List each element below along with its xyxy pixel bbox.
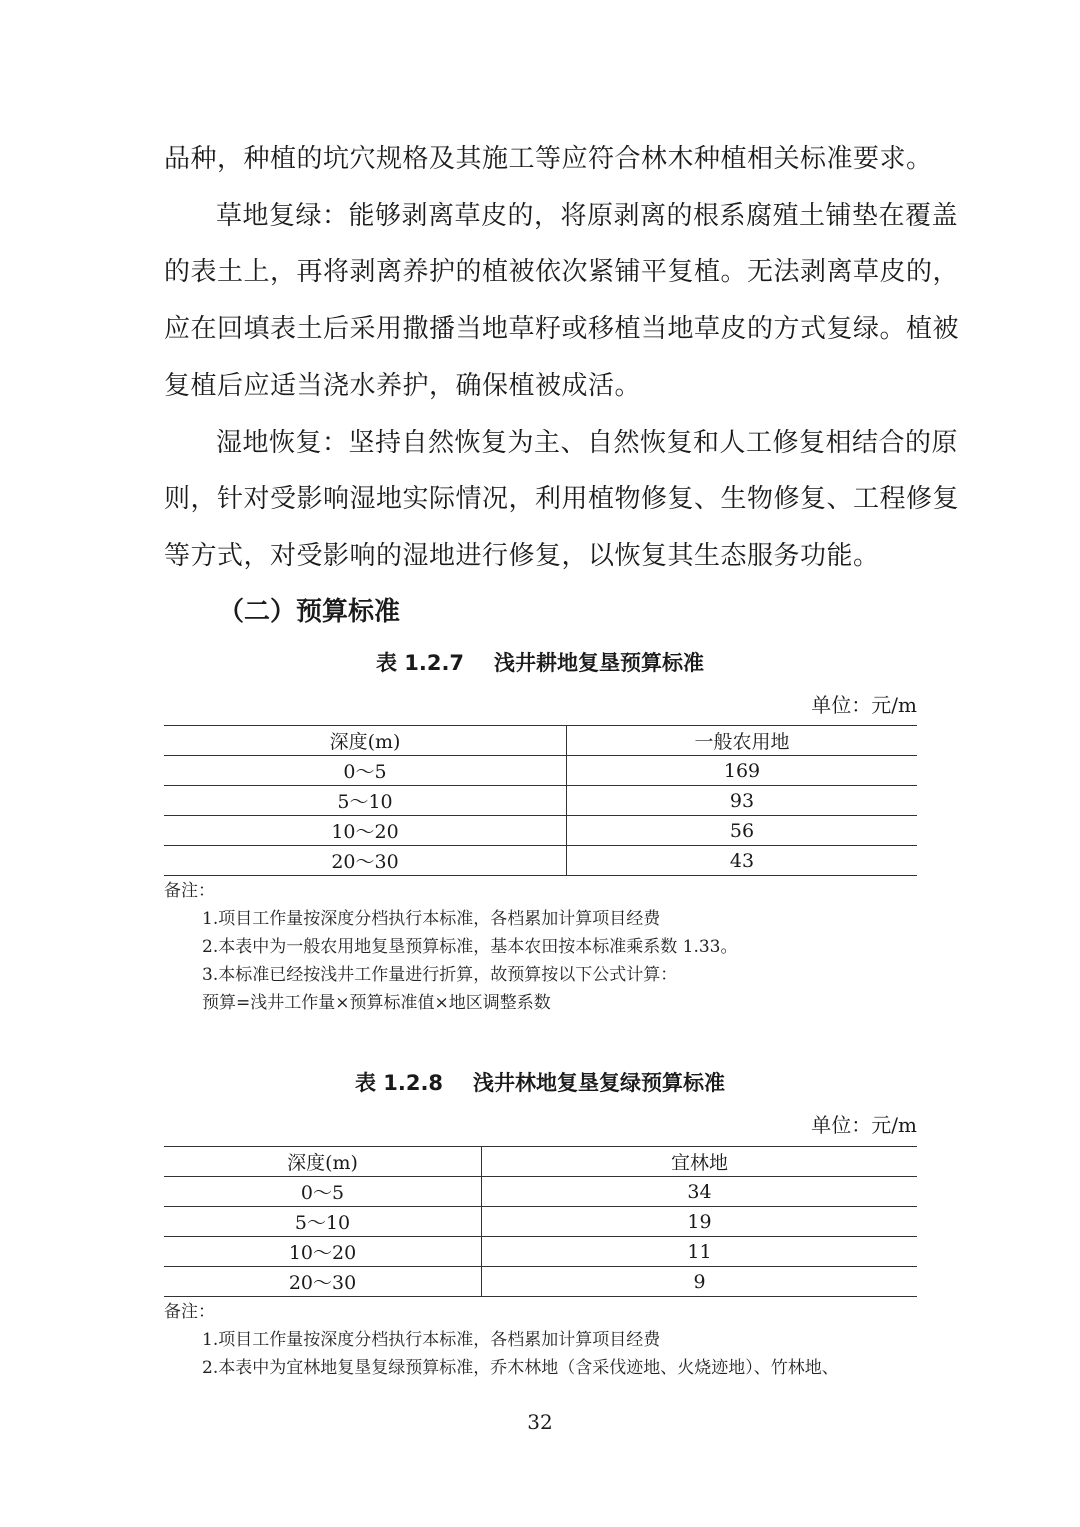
table-cell: 0～5 xyxy=(164,1177,482,1207)
table-row xyxy=(164,1177,917,1207)
table-cell: 43 xyxy=(567,846,918,876)
column-header: 深度(m) xyxy=(164,1147,482,1177)
note-item: 1.项目工作量按深度分档执行本标准，各档累加计算项目经费 xyxy=(202,909,661,929)
table-title xyxy=(0,1068,1080,1098)
table-cell: 0～5 xyxy=(164,756,567,786)
table-row xyxy=(164,846,917,876)
table-row xyxy=(164,1237,917,1267)
table-cell: 169 xyxy=(567,756,918,786)
table-cell: 56 xyxy=(567,816,918,846)
table-cell: 20～30 xyxy=(164,846,567,876)
table-row xyxy=(164,816,917,846)
paragraph-line: 草地复绿：能够剥离草皮的，将原剥离的根系腐殖土铺垫在覆盖 xyxy=(216,201,959,231)
table-unit: 单位：元/m xyxy=(811,1113,917,1137)
table-cell: 5～10 xyxy=(164,786,567,816)
table-cell: 20～30 xyxy=(164,1267,482,1297)
table-cell: 10～20 xyxy=(164,816,567,846)
table-cell: 5～10 xyxy=(164,1207,482,1237)
note-item: 2.本表中为宜林地复垦复绿预算标准，乔木林地（含采伐迹地、火烧迹地）、竹林地、 xyxy=(202,1358,839,1378)
notes-label: 备注： xyxy=(164,1302,215,1322)
table-row xyxy=(164,1267,917,1297)
table-header-row xyxy=(164,726,917,756)
paragraph-line: 复植后应适当浇水养护，确保植被成活。 xyxy=(164,371,642,401)
table-number: 表 1.2.7 xyxy=(375,651,465,675)
data-table xyxy=(164,1146,917,1297)
paragraph-line: 的表土上，再将剥离养护的植被依次紧铺平复植。无法剥离草皮的， xyxy=(164,257,960,287)
paragraph-line: 则，针对受影响湿地实际情况，利用植物修复、生物修复、工程修复 xyxy=(164,484,960,514)
table-cell: 10～20 xyxy=(164,1237,482,1267)
paragraph-line: 品种，种植的坑穴规格及其施工等应符合林木种植相关标准要求。 xyxy=(164,144,933,174)
table-notes xyxy=(164,877,737,1017)
table-unit: 单位：元/m xyxy=(811,693,917,717)
note-item: 2.本表中为一般农用地复垦预算标准，基本农田按本标准乘系数 1.33。 xyxy=(202,937,738,957)
table-cell: 34 xyxy=(482,1177,918,1207)
data-table xyxy=(164,725,917,876)
section-heading: （二）预算标准 xyxy=(218,597,401,627)
table-cell: 9 xyxy=(482,1267,918,1297)
table-cell: 19 xyxy=(482,1207,918,1237)
paragraph-line: 等方式，对受影响的湿地进行修复，以恢复其生态服务功能。 xyxy=(164,541,880,571)
table-header-row xyxy=(164,1147,917,1177)
table-row xyxy=(164,786,917,816)
column-header: 深度(m) xyxy=(164,726,567,756)
table-cell: 93 xyxy=(567,786,918,816)
table-cell: 11 xyxy=(482,1237,918,1267)
table-row xyxy=(164,1207,917,1237)
note-item: 1.项目工作量按深度分档执行本标准，各档累加计算项目经费 xyxy=(202,1330,661,1350)
table-row xyxy=(164,756,917,786)
table-title-text: 浅井耕地复垦预算标准 xyxy=(494,651,705,675)
note-item: 3.本标准已经按浅井工作量进行折算，故预算按以下公式计算： xyxy=(202,965,678,985)
paragraph-line: 应在回填表土后采用撒播当地草籽或移植当地草皮的方式复绿。植被 xyxy=(164,314,960,344)
paragraph-line: 湿地恢复：坚持自然恢复为主、自然恢复和人工修复相结合的原 xyxy=(216,428,959,458)
table-title-text: 浅井林地复垦复绿预算标准 xyxy=(473,1071,726,1095)
table-number: 表 1.2.8 xyxy=(354,1071,444,1095)
table-title xyxy=(0,648,1080,678)
column-header: 宜林地 xyxy=(482,1147,918,1177)
column-header: 一般农用地 xyxy=(567,726,918,756)
table-notes xyxy=(164,1298,839,1382)
note-item: 预算=浅井工作量×预算标准值×地区调整系数 xyxy=(202,993,551,1013)
page-number: 32 xyxy=(527,1410,553,1434)
notes-label: 备注： xyxy=(164,881,215,901)
